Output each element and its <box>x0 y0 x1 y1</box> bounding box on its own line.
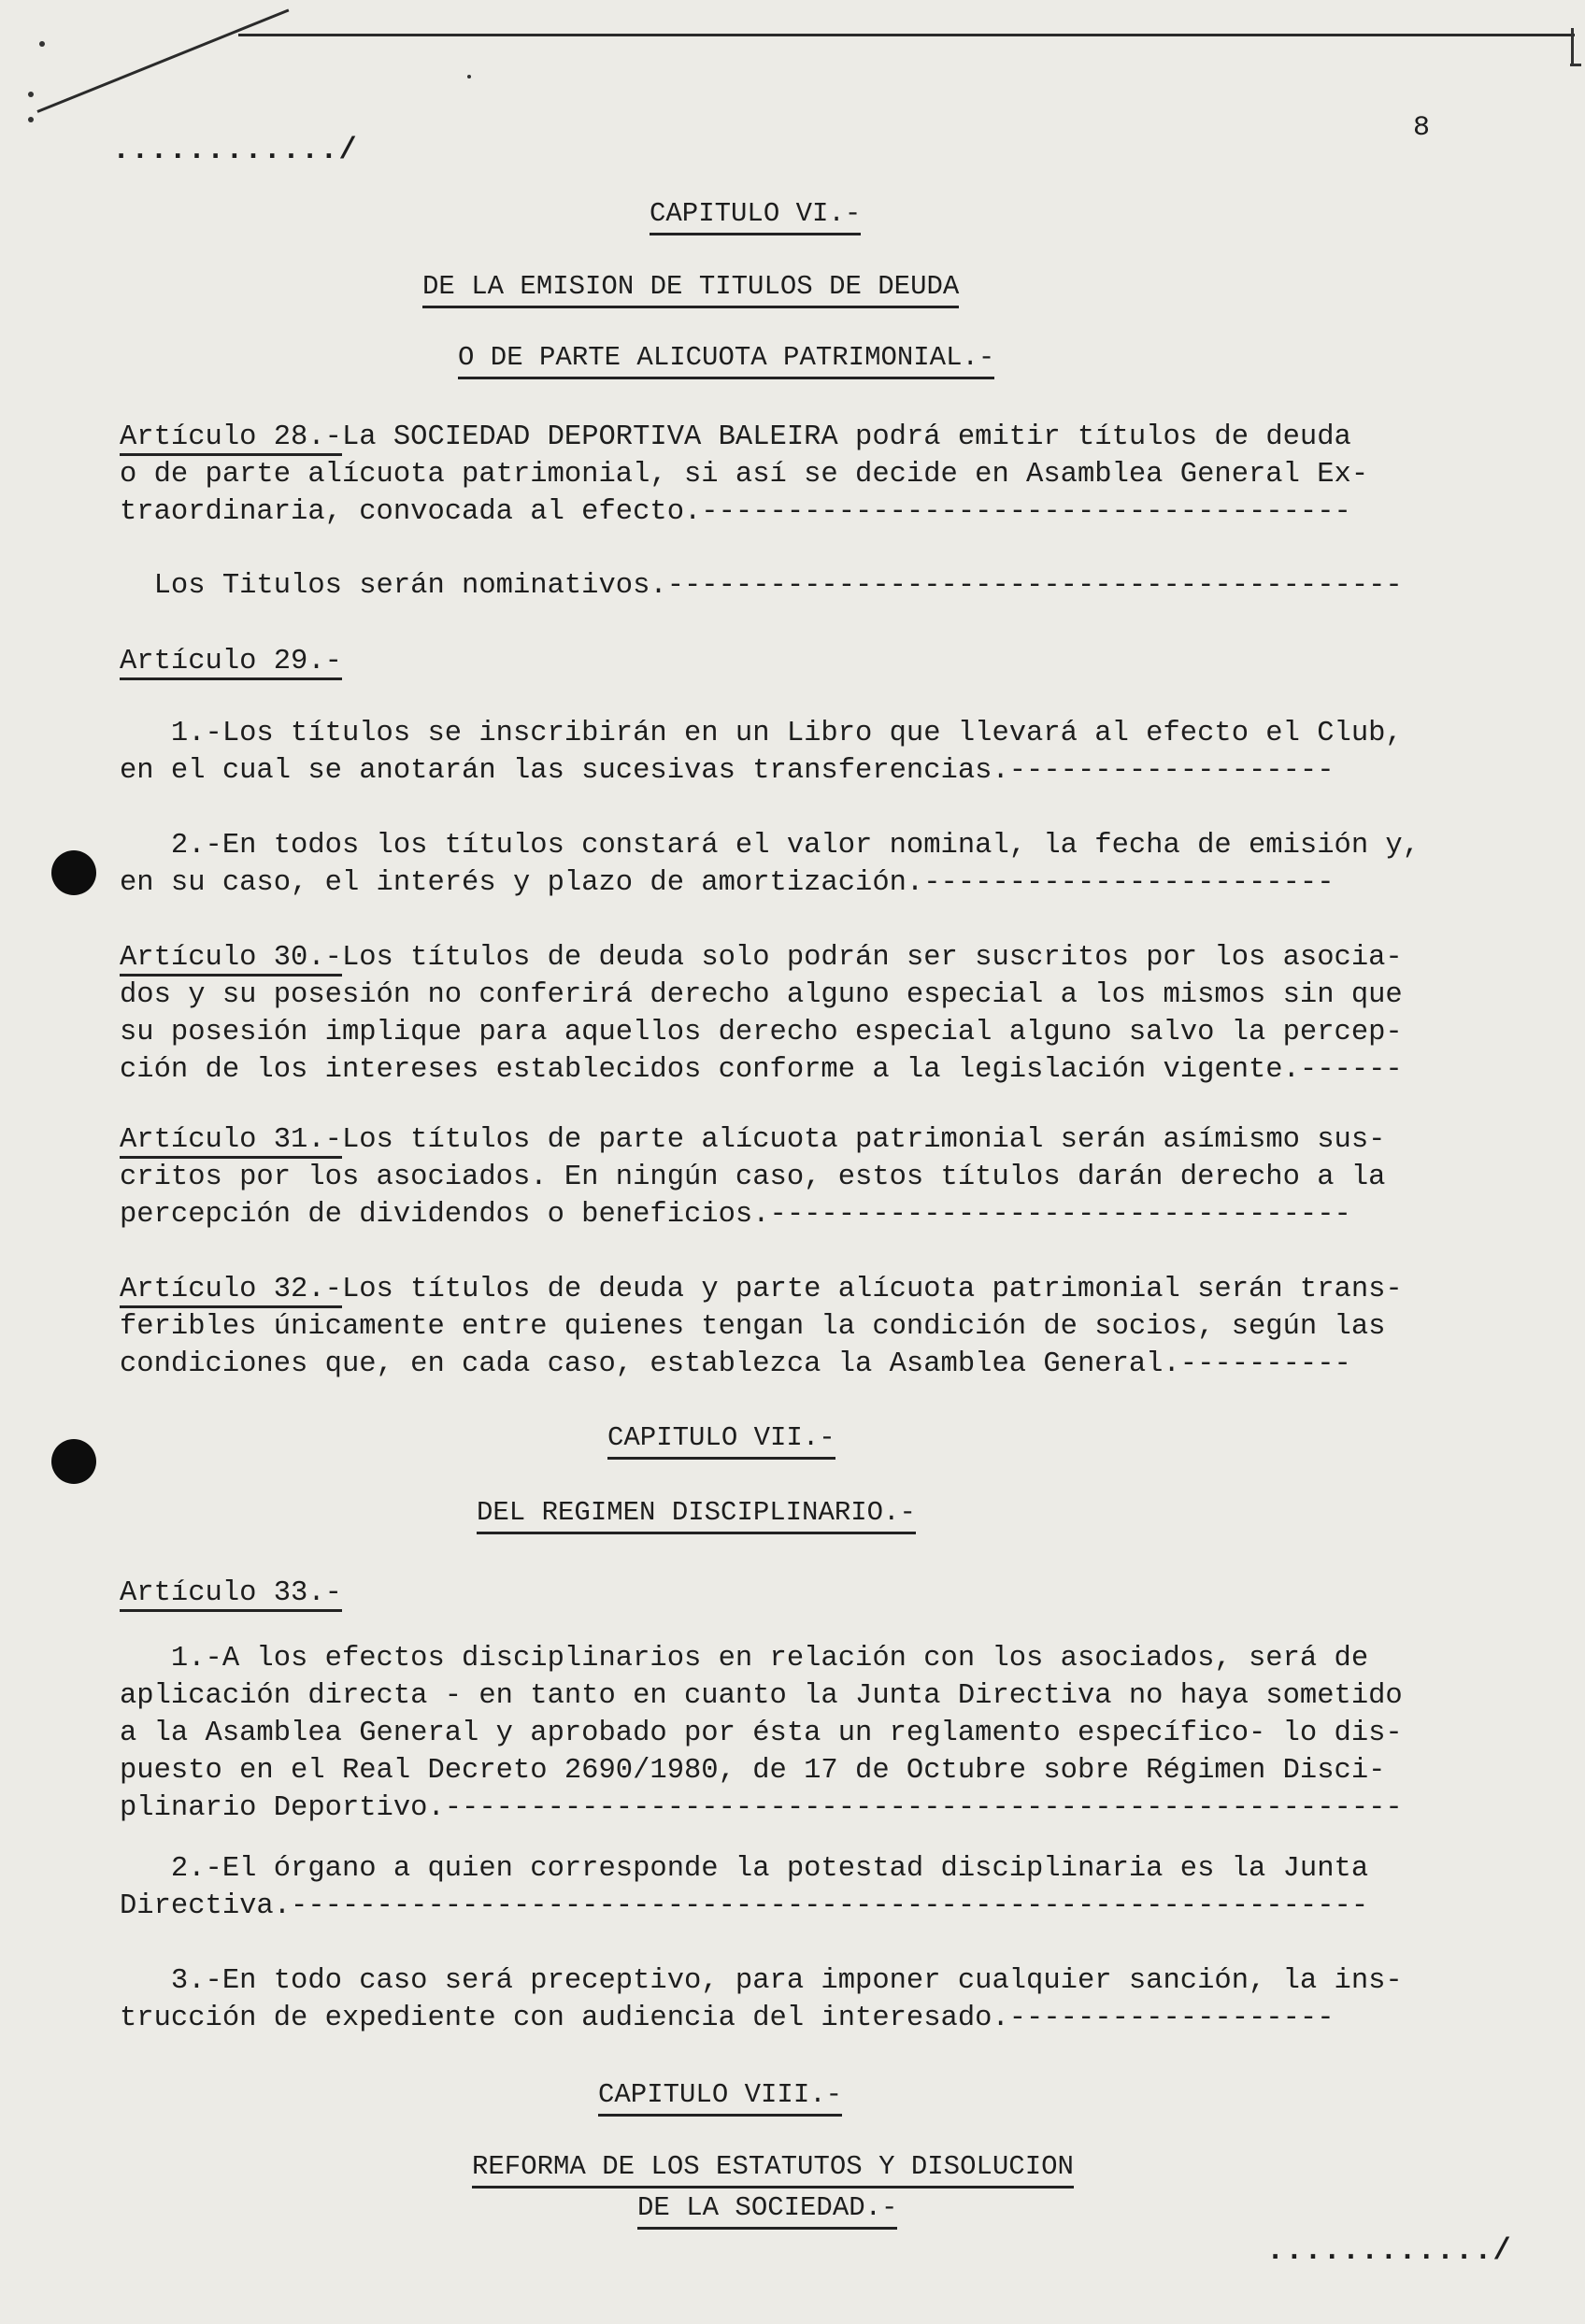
article-29-label-line <box>120 643 1578 680</box>
staple-speck <box>28 117 34 122</box>
punch-hole <box>51 1439 96 1484</box>
footer-continuation-dots: ............/ <box>1266 2233 1512 2268</box>
punch-hole <box>51 850 96 895</box>
article-33-label-line <box>120 1575 1578 1612</box>
staple-speck <box>467 75 471 78</box>
corner-mark <box>1570 64 1581 66</box>
article-31: Artículo 31.-Los títulos de parte alícuota patrimonial serán asímismo sus- critos por los asociados. En ningún caso, estos títulos darán derecho a la percepción de dividendos o beneficios.---------------------------------- <box>120 1124 1386 1231</box>
chapter-vi-subtitle-1: DE LA EMISION DE TITULOS DE DEUDA <box>422 271 959 308</box>
chapter-viii-subtitle-1: REFORMA DE LOS ESTATUTOS Y DISOLUCION <box>472 2151 1074 2189</box>
top-border-line <box>238 34 1575 36</box>
article-33-section-1: 1.-A los efectos disciplinarios en relación con los asociados, será de aplicación directa - en tanto en cuanto la Junta Directiva no haya sometido a la Asamblea General y aprobado por ésta un reglamento específico- lo dis- puesto en el Real Decreto 2690/1980, de 17 de Octubre sobre Régimen Disci- plinario Deportivo.-------------------------------------------------------- <box>120 1643 1403 1824</box>
corner-mark <box>1571 28 1574 65</box>
article-31-label: Artículo 31.- <box>120 1124 342 1159</box>
article-30-label: Artículo 30.- <box>120 942 342 977</box>
chapter-vii-subtitle: DEL REGIMEN DISCIPLINARIO.- <box>477 1497 916 1534</box>
staple-speck <box>28 92 34 97</box>
titulos-nominativos: Los Titulos serán nominativos.------------------------------------------- <box>120 570 1403 602</box>
article-28: Artículo 28.-La SOCIEDAD DEPORTIVA BALEIRA podrá emitir títulos de deuda o de parte alícuota patrimonial, si así se decide en Asamblea General Ex- traordinaria, convocada al efecto.-------------------------------------- <box>120 421 1369 528</box>
page-number: 8 <box>1413 112 1431 144</box>
chapter-viii-subtitle-2: DE LA SOCIEDAD.- <box>637 2192 897 2230</box>
article-32-label: Artículo 32.- <box>120 1274 342 1308</box>
article-29-section-1: 1.-Los títulos se inscribirán en un Libro que llevará al efecto el Club, en el cual se anotarán las sucesivas transferencias.------------------- <box>120 718 1403 787</box>
article-32: Artículo 32.-Los títulos de deuda y parte alícuota patrimonial serán trans- feribles únicamente entre quienes tengan la condición de socios, según las condiciones que, en cada caso, establezca la Asamblea General.---------- <box>120 1274 1403 1380</box>
chapter-vi-title: CAPITULO VI.- <box>650 198 861 235</box>
corner-diagonal-line <box>36 8 289 112</box>
chapter-viii-title: CAPITULO VIII.- <box>598 2079 842 2117</box>
header-continuation-dots: ............/ <box>112 133 358 167</box>
article-29-label: Artículo 29.- <box>120 646 342 680</box>
article-33-section-3: 3.-En todo caso será preceptivo, para imponer cualquier sanción, la ins- trucción de expediente con audiencia del interesado.------------------- <box>120 1965 1403 2034</box>
article-28-label: Artículo 28.- <box>120 421 342 456</box>
article-30: Artículo 30.-Los títulos de deuda solo podrán ser suscritos por los asocia- dos y su posesión no conferirá derecho alguno especial a los mismos sin que su posesión implique para aquellos derecho especial alguno salvo la percep- ción de los intereses establecidos conforme a la legislación vigente.------ <box>120 942 1403 1086</box>
article-33-label: Artículo 33.- <box>120 1577 342 1612</box>
chapter-vi-subtitle-2: O DE PARTE ALICUOTA PATRIMONIAL.- <box>458 342 994 379</box>
staple-speck <box>39 41 45 47</box>
article-29-section-2: 2.-En todos los títulos constará el valor nominal, la fecha de emisión y, en su caso, el interés y plazo de amortización.------------------------ <box>120 830 1421 899</box>
article-33-section-2: 2.-El órgano a quien corresponde la potestad disciplinaria es la Junta Directiva.--------------------------------------------------------------- <box>120 1853 1369 1922</box>
chapter-vii-title: CAPITULO VII.- <box>607 1422 835 1460</box>
